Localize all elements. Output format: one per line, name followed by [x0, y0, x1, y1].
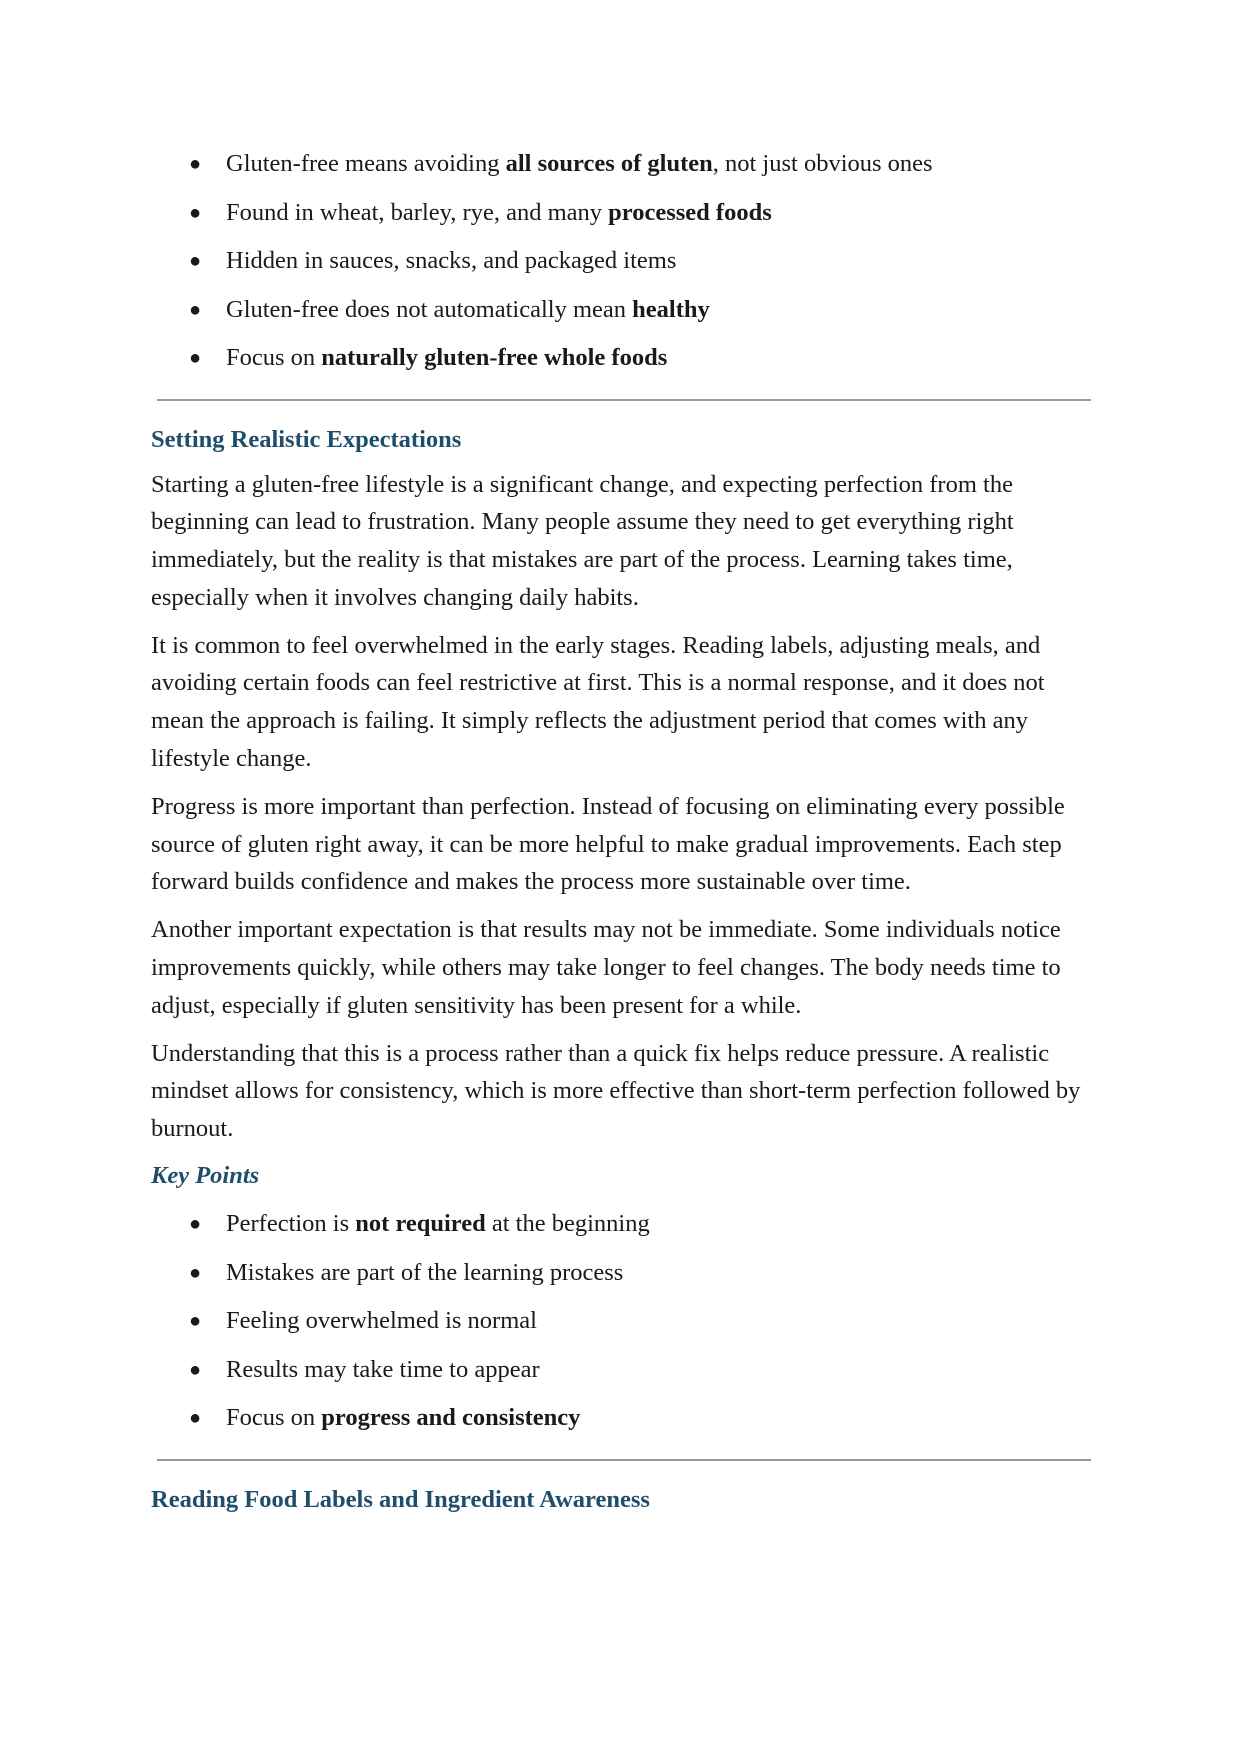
list-item-text: Focus on	[226, 1404, 322, 1432]
list-item	[151, 146, 1091, 182]
bullet-icon: ●	[189, 250, 202, 272]
list-item-text: Results may take time to appear	[226, 1355, 540, 1383]
bullet-icon: ●	[189, 153, 202, 175]
document-page	[151, 146, 1091, 1518]
bullet-icon: ●	[189, 1358, 202, 1381]
paragraph: Another important expectation is that results may not be immediate. Some individuals notice improvements quickly, while others may take longer to feel changes. The body needs time to adjust, especially if gluten sensitivity has been present for a while.	[151, 916, 1061, 1019]
bullet-icon: ●	[189, 347, 202, 369]
bold-text: processed foods	[608, 198, 772, 226]
bold-text: healthy	[632, 295, 710, 323]
list-item-text: Gluten-free means avoiding	[226, 150, 506, 177]
list-item-text: Gluten-free does not automatically mean	[226, 295, 633, 323]
section-heading: Reading Food Labels and Ingredient Awareness	[151, 1485, 650, 1513]
bullet-icon: ●	[189, 1213, 202, 1236]
list-item	[151, 340, 1091, 376]
paragraph: It is common to feel overwhelmed in the early stages. Reading labels, adjusting meals, and avoiding certain foods can feel restrictive at first. This is a normal response, and it does not mean the approach is failing. It simply reflects the adjustment period that comes with any lifestyle change.	[151, 631, 1045, 773]
bullet-icon: ●	[189, 1261, 202, 1284]
list-item	[151, 292, 1091, 328]
bold-text: naturally gluten-free whole foods	[321, 344, 668, 371]
bold-text: all sources of gluten	[505, 150, 713, 177]
bold-text: not required	[355, 1210, 486, 1238]
list-item	[151, 1400, 1091, 1436]
section-heading: Setting Realistic Expectations	[151, 425, 462, 453]
list-item	[151, 1206, 1091, 1242]
list-item-text: Perfection is	[226, 1210, 356, 1238]
list-item-text: Focus on	[226, 344, 322, 371]
list-item	[151, 1352, 1091, 1388]
list-item-text: Found in wheat, barley, rye, and many	[226, 198, 609, 226]
list-item	[151, 243, 1091, 279]
bullet-icon: ●	[189, 298, 202, 321]
bullet-list-gluten-facts	[151, 146, 1091, 376]
bold-text: progress and consistency	[321, 1404, 581, 1432]
list-item-text: Feeling overwhelmed is normal	[226, 1307, 537, 1335]
bullet-icon: ●	[189, 201, 202, 224]
list-item	[151, 1255, 1091, 1291]
list-item-text: , not just obvious ones	[712, 150, 933, 177]
paragraph: Progress is more important than perfection. Instead of focusing on eliminating every possible source of gluten right away, it can be more helpful to make gradual improvements. Each step forward builds confidence and makes the process more sustainable over time.	[151, 792, 1065, 896]
list-item	[151, 195, 1091, 231]
list-item-text: Mistakes are part of the learning process	[226, 1258, 624, 1286]
list-item-text: at the beginning	[485, 1210, 650, 1238]
bullet-icon: ●	[189, 1310, 202, 1333]
bullet-icon: ●	[189, 1407, 202, 1430]
bullet-list-key-points	[151, 1206, 1091, 1436]
paragraph: Understanding that this is a process rather than a quick fix helps reduce pressure. A realistic mindset allows for consistency, which is more effective than short-term perfection followed by burnout.	[151, 1039, 1081, 1143]
key-points-heading: Key Points	[151, 1162, 260, 1190]
list-item-text: Hidden in sauces, snacks, and packaged items	[226, 247, 677, 274]
list-item	[151, 1303, 1091, 1339]
paragraph: Starting a gluten-free lifestyle is a significant change, and expecting perfection from the beginning can lead to frustration. Many people assume they need to get everything right immediately, but the reality is that mistakes are part of the process. Learning takes time, especially when it involves changing daily habits.	[151, 470, 1014, 611]
